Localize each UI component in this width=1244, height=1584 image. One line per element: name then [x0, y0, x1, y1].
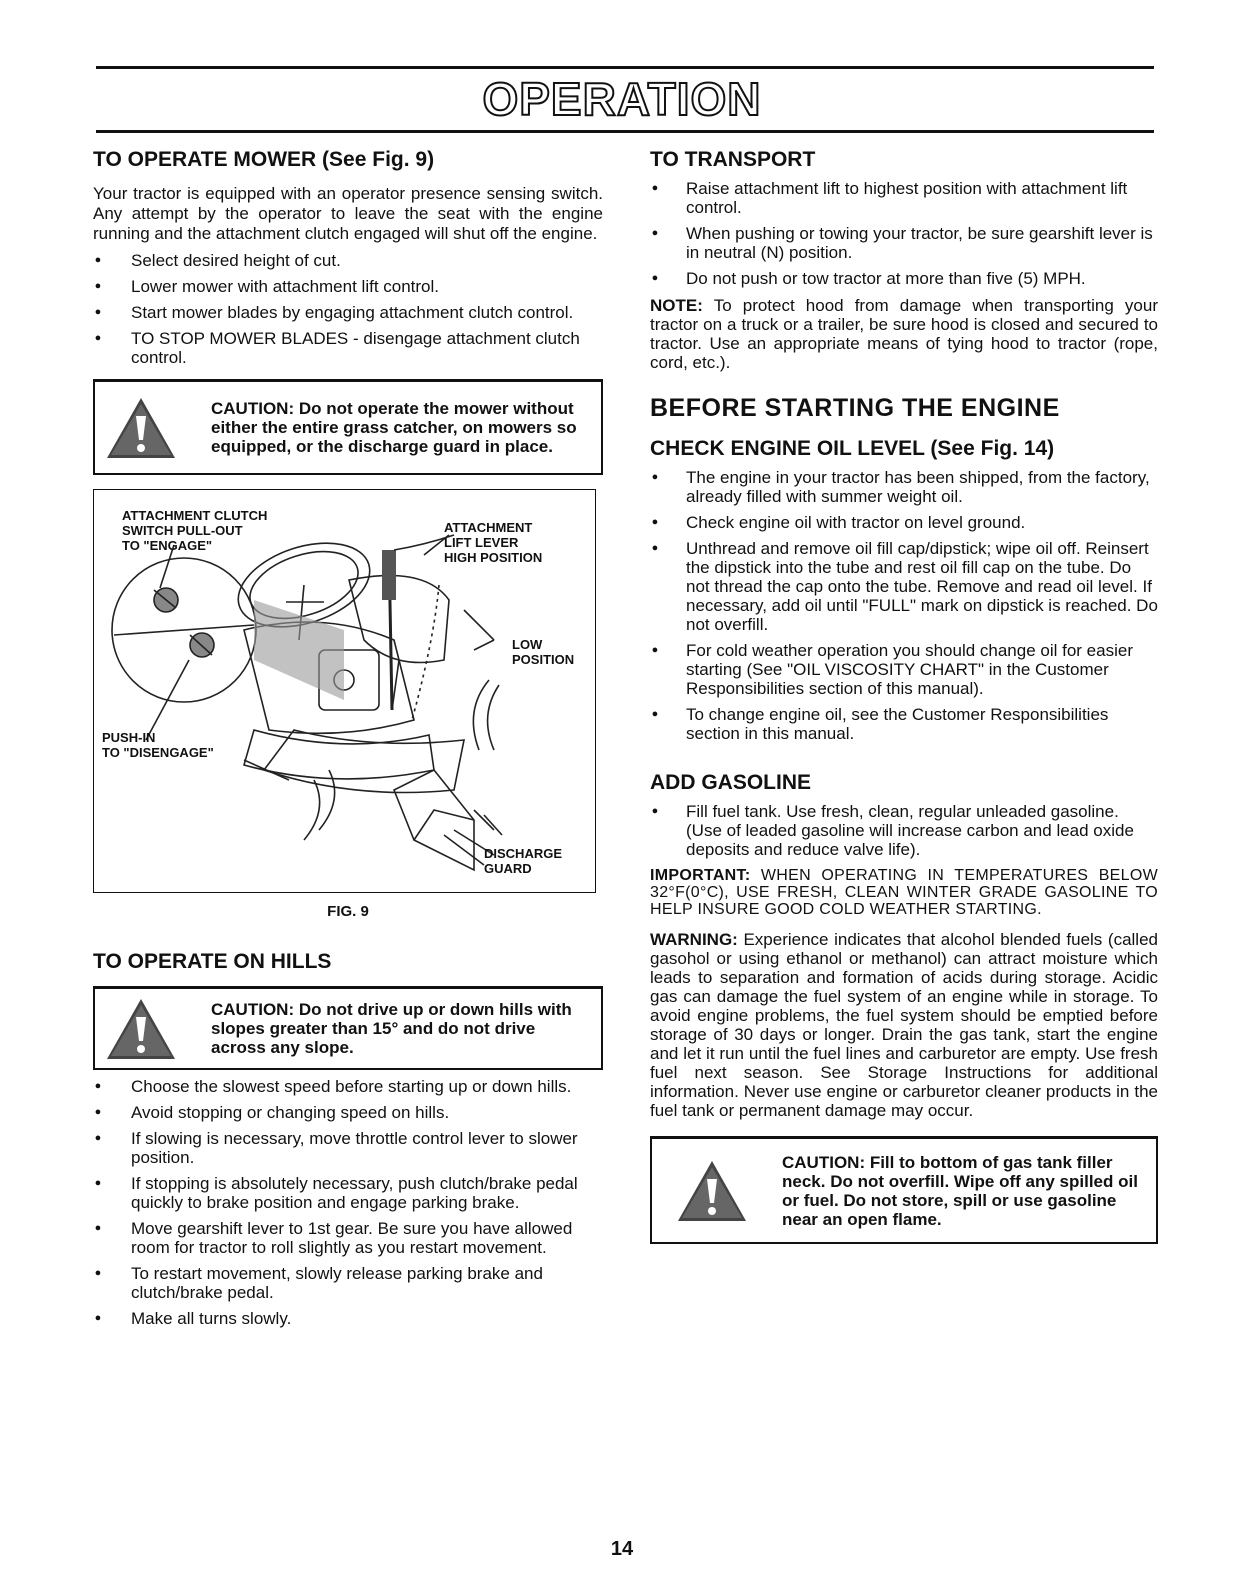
list-item: ● Unthread and remove oil fill cap/dipstick; wipe oil off. Reinsert the dipstick into the tube and rest oil fill cap on the tube. Do not thread the cap onto the tube. Remove and read oil level. If necessary, add oil until "FULL" mark on dipstick is reached. Do not overfill.: [651, 539, 1158, 635]
bullet-icon: ●: [94, 1132, 102, 1145]
caution-text: CAUTION: Do not operate the mower without either the entire grass catcher, on mowers so equipped, or the discharge guard in place.: [211, 399, 577, 457]
bullet-icon: ●: [94, 1106, 102, 1119]
mower-heading: TO OPERATE MOWER (See Fig. 9): [93, 148, 435, 171]
gasoline-bullet-list: [650, 802, 1158, 859]
list-item: ● To change engine oil, see the Customer Responsibilities section in this manual.: [651, 705, 1109, 744]
list-item: ● Fill fuel tank. Use fresh, clean, regular unleaded gasoline. (Use of leaded gasoline will increase carbon and lead oxide deposits and reduce valve life).: [651, 802, 1134, 860]
warning-label: WARNING:: [650, 930, 738, 950]
list-item: ● If slowing is necessary, move throttle control lever to slower position.: [94, 1129, 578, 1168]
add-gasoline-heading: ADD GASOLINE: [650, 771, 812, 795]
figure-caption: FIG. 9: [327, 903, 369, 921]
oil-bullet-list: [650, 468, 1158, 743]
list-item: ● To restart movement, slowly release parking brake and clutch/brake pedal.: [94, 1264, 543, 1303]
list-item: ● Move gearshift lever to 1st gear. Be sure you have allowed room for tractor to roll slightly as you restart movement.: [94, 1219, 573, 1258]
bullet-icon: ●: [94, 254, 102, 267]
bullet-icon: ●: [94, 1312, 102, 1325]
important-text: WHEN OPERATING IN TEMPERATURES BELOW 32°F(0°C), USE FRESH, CLEAN WINTER GRADE GASOLINE TO HELP INSURE GOOD COLD WEATHER STARTING.: [650, 867, 1158, 919]
bullet-icon: ●: [651, 272, 659, 285]
bullet-icon: ●: [651, 516, 659, 529]
list-item: ● Lower mower with attachment lift control.: [94, 277, 440, 297]
list-item: ● Choose the slowest speed before starting up or down hills.: [94, 1077, 572, 1097]
top-rule: [96, 66, 1154, 69]
page-number: 14: [610, 1538, 634, 1560]
label-push-in-disengage: PUSH-IN TO "DISENGAGE": [102, 730, 214, 761]
label-low-position: LOW POSITION: [512, 637, 575, 668]
warning-triangle-icon: [105, 997, 177, 1061]
page-title: OPERATION: [482, 73, 762, 125]
right-column: [650, 140, 1158, 1244]
bullet-icon: ●: [94, 332, 102, 345]
label-discharge-guard: DISCHARGE GUARD: [484, 846, 563, 877]
list-item: ● Do not push or tow tractor at more than five (5) MPH.: [651, 269, 1086, 289]
mower-caution-box: [93, 379, 603, 475]
list-item: ● Make all turns slowly.: [94, 1309, 292, 1329]
before-starting-heading: BEFORE STARTING THE ENGINE: [650, 394, 1060, 423]
mower-intro: Your tractor is equipped with an operator presence sensing switch. Any attempt by the operator to leave the seat with the engine running and the attachment clutch engaged will shut off the engine.: [93, 184, 603, 244]
list-item: ● For cold weather operation you should change oil for easier starting (See "OIL VISCOSITY CHART" in the Customer Responsibilities section of this manual).: [651, 641, 1133, 699]
bullet-icon: ●: [94, 1267, 102, 1280]
transport-bullet-list: [650, 179, 1158, 288]
list-item: ● When pushing or towing your tractor, be sure gearshift lever is in neutral (N) position.: [651, 224, 1153, 263]
list-item: ● If stopping is absolutely necessary, push clutch/brake pedal quickly to brake position and engage parking brake.: [94, 1174, 578, 1213]
gasoline-caution-box: [650, 1136, 1158, 1244]
warning-triangle-icon: [676, 1159, 748, 1223]
mower-bullet-list: [93, 251, 603, 367]
left-column: [93, 140, 603, 1328]
caution-text: CAUTION: Fill to bottom of gas tank filler neck. Do not overfill. Wipe off any spilled oil or fuel. Do not store, spill or use gasoline near an open flame.: [782, 1152, 1138, 1229]
label-lift-lever-high: ATTACHMENT LIFT LEVER HIGH POSITION: [444, 520, 543, 566]
important-notice: [650, 867, 1158, 918]
note-label: NOTE:: [650, 296, 703, 316]
warning-triangle-icon: [105, 396, 177, 460]
bullet-icon: ●: [94, 1222, 102, 1235]
warning-paragraph: [650, 930, 1158, 1120]
list-item: ● The engine in your tractor has been shipped, from the factory, already filled with summer weight oil.: [651, 468, 1150, 507]
transport-heading: TO TRANSPORT: [650, 148, 816, 171]
bullet-icon: ●: [651, 644, 659, 657]
bullet-icon: ●: [651, 805, 659, 818]
bullet-icon: ●: [651, 708, 659, 721]
bullet-icon: ●: [94, 280, 102, 293]
list-item: ● Check engine oil with tractor on level ground.: [651, 513, 1026, 533]
important-label: IMPORTANT:: [650, 867, 751, 885]
bullet-icon: ●: [651, 542, 659, 555]
list-item: ● Select desired height of cut.: [94, 251, 341, 271]
list-item: ● Avoid stopping or changing speed on hills.: [94, 1103, 450, 1123]
warning-text: Experience indicates that alcohol blended fuels (called gasohol or using ethanol or methanol) can attract moisture which leads to separation and formation of acids during storage. Acidic gas can damage the fuel system of an engine while in storage. To avoid engine problems, the fuel system should be emptied before storage of 30 days or longer. Drain the gas tank, start the engine and let it run until the fuel lines and carburetor are empty. Use fresh fuel next season. See Storage Instructions for additional information. Never use engine or carburetor cleaner products in the fuel tank or permanent damage may occur.: [650, 930, 1158, 1121]
note-text: To protect hood from damage when transporting your tractor on a truck or a trailer, be sure hood is closed and secured to tractor. Use an appropriate means of tying hood to tractor (rope, cord, etc.).: [650, 296, 1158, 373]
caution-text: CAUTION: Do not drive up or down hills with slopes greater than 15° and do not drive across any slope.: [211, 1000, 572, 1058]
list-item: ● TO STOP MOWER BLADES - disengage attachment clutch control.: [94, 329, 580, 368]
bullet-icon: ●: [94, 1177, 102, 1190]
oil-level-heading: CHECK ENGINE OIL LEVEL (See Fig. 14): [650, 436, 1055, 460]
list-item: ● Raise attachment lift to highest position with attachment lift control.: [651, 179, 1128, 218]
transport-note: [650, 296, 1158, 372]
figure-9: [93, 489, 596, 893]
bullet-icon: ●: [94, 306, 102, 319]
label-clutch-pull-out: ATTACHMENT CLUTCH SWITCH PULL-OUT TO "ENGAGE": [122, 508, 268, 554]
bullet-icon: ●: [94, 1080, 102, 1093]
hills-bullet-list: [93, 1077, 603, 1328]
title-underline: [96, 130, 1154, 133]
hills-heading: TO OPERATE ON HILLS: [93, 950, 332, 974]
hills-caution-box: [93, 986, 603, 1070]
list-item: ● Start mower blades by engaging attachment clutch control.: [94, 303, 574, 323]
bullet-icon: ●: [651, 227, 659, 240]
bullet-icon: ●: [651, 471, 659, 484]
bullet-icon: ●: [651, 182, 659, 195]
